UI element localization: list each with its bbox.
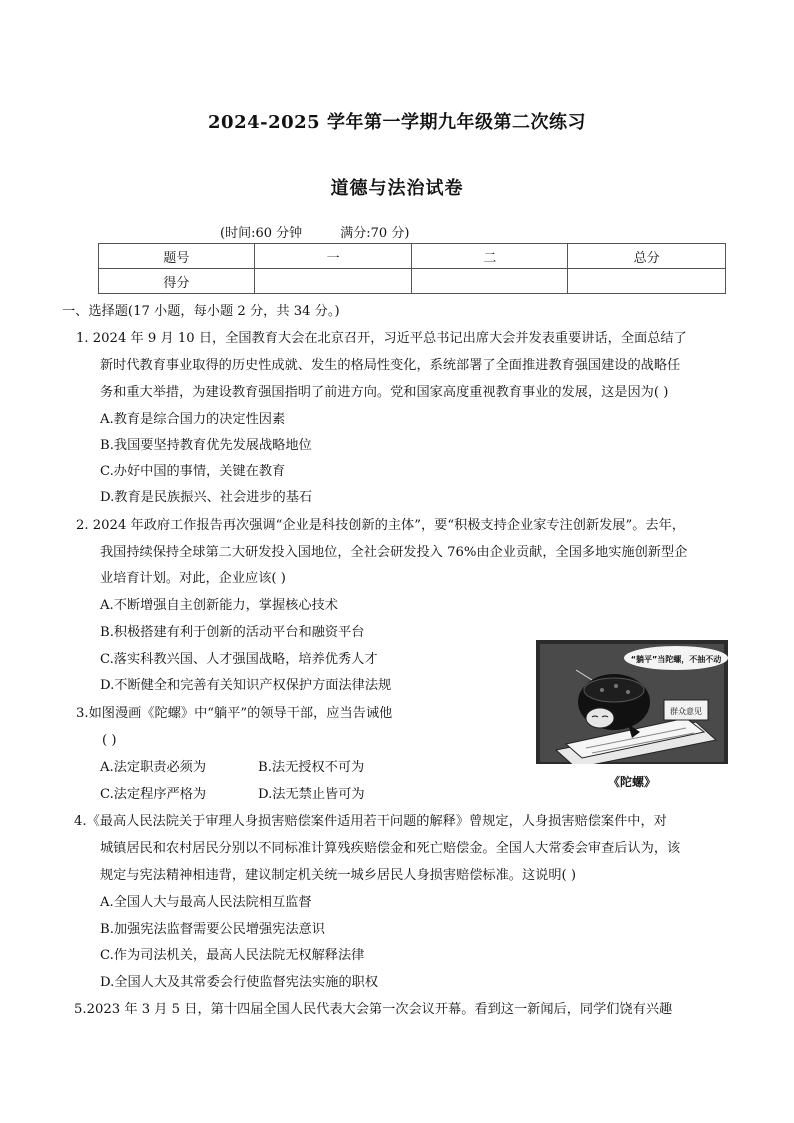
speech-bubble-text: “躺平”当陀螺，不抽不动 [630,655,722,664]
table-row [99,244,726,269]
sign-text: 群众意见 [670,707,702,716]
option-d[interactable]: D.法无禁止皆可为 [258,787,365,802]
question-1-line: 务和重大举措，为建设教育强国指明了前进方向。党和国家高度重视教育事业的发展，这是因为( ) [100,385,669,400]
option-d[interactable]: D.全国人大及其常委会行使监督宪法实施的职权 [100,975,379,990]
cartoon-caption: 《陀螺》 [607,775,657,789]
question-2-line: 我国持续保持全球第二大研发投入国地位，全社会研发投入 76%由企业贡献，全国多地实施创新型企 [100,545,688,560]
exam-meta [220,222,409,241]
option-b[interactable]: B.我国要坚持教育优先发展战略地位 [100,438,312,453]
table-cell: 题号 [99,244,255,269]
exam-subtitle: 道德与法治试卷 [330,178,464,199]
option-b[interactable]: B.积极搭建有利于创新的活动平台和融资平台 [100,625,365,640]
table-row [99,269,726,294]
cartoon-spinning-top [536,640,728,796]
question-4-line: 规定与宪法精神相违背，建议制定机关统一城乡居民人身损害赔偿标准。这说明( ) [100,868,577,883]
score-cell[interactable] [412,269,568,294]
option-a[interactable]: A.不断增强自主创新能力，掌握核心技术 [100,598,338,613]
option-a[interactable]: A.教育是综合国力的决定性因素 [100,412,286,427]
question-4-line: 4.《最高人民法院关于审理人身损害赔偿案件适用若干问题的解释》曾规定，人身损害赔偿案件中，对 [74,814,667,829]
option-a[interactable]: A.法定职责必须为 [100,760,207,775]
option-b[interactable]: B.法无授权不可为 [258,760,365,775]
score-table [98,243,726,294]
exam-title: 2024-2025 学年第一学期九年级第二次练习 [208,112,586,133]
question-1-line: 新时代教育事业取得的历史性成就、发生的格局性变化，系统部署了全面推进教育强国建设的战略任 [100,358,681,373]
option-c[interactable]: C.法定程序严格为 [100,787,207,802]
score-cell[interactable] [254,269,412,294]
full-score: 满分:70 分) [340,226,410,241]
table-cell: 一 [254,244,412,269]
section-heading: 一、选择题(17 小题，每小题 2 分，共 34 分。) [62,304,340,319]
option-c[interactable]: C.作为司法机关，最高人民法院无权解释法律 [100,948,365,963]
answer-bracket: ( ) [102,733,117,748]
table-cell: 得分 [99,269,255,294]
option-d[interactable]: D.教育是民族振兴、社会进步的基石 [100,490,313,505]
question-5-line: 5.2023 年 3 月 5 日，第十四届全国人民代表大会第一次会议开幕。看到这一新闻后，同学们饶有兴趣 [74,1002,673,1017]
option-c[interactable]: C.落实科教兴国、人才强国战略，培养优秀人才 [100,652,378,667]
question-4-line: 城镇居民和农村居民分别以不同标准计算残疾赔偿金和死亡赔偿金。全国人大常委会审查后认为，该 [100,841,681,856]
question-1-line: 1. 2024 年 9 月 10 日，全国教育大会在北京召开，习近平总书记出席大会并发表重要讲话，全面总结了 [76,331,687,346]
question-2-line: 业培育计划。对此，企业应该( ) [100,571,286,586]
table-cell: 总分 [568,244,726,269]
question-3-line: 3.如图漫画《陀螺》中“躺平”的领导干部，应当告诫他 [76,706,393,721]
cartoon-image [536,640,728,796]
option-b[interactable]: B.加强宪法监督需要公民增强宪法意识 [100,922,325,937]
question-2-line: 2. 2024 年政府工作报告再次强调“企业是科技创新的主体”，要“积极支持企业家专注创新发展”。去年， [76,518,685,533]
table-cell: 二 [412,244,568,269]
time-limit: (时间:60 分钟 [220,226,303,241]
option-a[interactable]: A.全国人大与最高人民法院相互监督 [100,895,312,910]
option-c[interactable]: C.办好中国的事情，关键在教育 [100,464,286,479]
option-d[interactable]: D.不断健全和完善有关知识产权保护方面法律法规 [100,678,392,693]
score-cell[interactable] [568,269,726,294]
